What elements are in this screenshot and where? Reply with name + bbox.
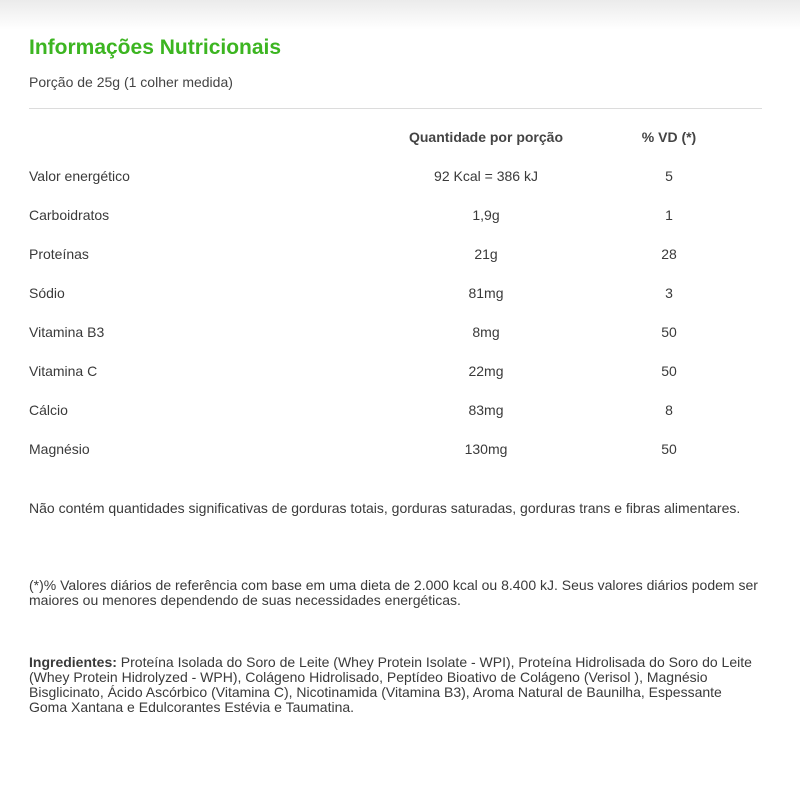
table-row (29, 202, 762, 241)
divider (29, 108, 762, 109)
nutrient-vd: 50 (661, 324, 677, 340)
nutrient-name: Vitamina B3 (29, 324, 105, 340)
nutrient-quantity: 1,9g (472, 207, 500, 223)
table-row (29, 241, 762, 280)
nutrient-quantity: 8mg (472, 324, 500, 340)
portion-info: Porção de 25g (1 colher medida) (29, 74, 233, 90)
nutrient-vd: 1 (665, 207, 673, 223)
column-header-vd: % VD (*) (641, 129, 697, 145)
no-significant-note: Não contém quantidades significativas de gorduras totais, gorduras saturadas, gorduras trans e fibras alimentares. (29, 500, 741, 516)
top-shade (0, 0, 800, 30)
table-row (29, 358, 762, 397)
daily-values-note: (*)% Valores diários de referência com base em uma dieta de 2.000 kcal ou 8.400 kJ. Seus valores diários podem ser maiores ou menores dependendo de suas necessidades energéticas. (29, 577, 758, 608)
nutrient-vd: 8 (665, 402, 673, 418)
nutrient-name: Vitamina C (29, 363, 98, 379)
ingredients-label: Ingredientes: (29, 654, 117, 670)
nutrient-quantity: 81mg (468, 285, 504, 301)
nutrient-name: Magnésio (29, 441, 90, 457)
nutrient-name: Cálcio (29, 402, 68, 418)
nutrient-quantity: 130mg (464, 441, 508, 457)
table-row (29, 397, 762, 436)
nutrient-vd: 50 (661, 363, 677, 379)
table-row (29, 319, 762, 358)
table-row (29, 280, 762, 319)
page-title: Informações Nutricionais (29, 36, 282, 59)
table-row (29, 163, 762, 202)
ingredients-section (29, 655, 759, 715)
nutrition-table (29, 124, 762, 475)
table-header-row (29, 124, 762, 163)
ingredients-text: Proteína Isolada do Soro de Leite (Whey Protein Isolate - WPI), Proteína Hidrolisada do Soro do Leite (Whey Protein Hidrolyzed - WPH), Colágeno Hidrolisado, Peptídeo Bioativo de Colágeno (Verisol ), Magnésio Bisglicinato, Ácido Ascórbico (Vitamina C), Nicotinamida (Vitamina B3), Aroma Natural de Baunilha, Espessante Goma Xantana e Edulcorantes Estévia e Taumatina. (29, 654, 752, 715)
nutrient-name: Carboidratos (29, 207, 110, 223)
nutrient-vd: 5 (665, 168, 673, 184)
nutrient-quantity: 21g (474, 246, 498, 262)
nutrient-vd: 3 (665, 285, 673, 301)
nutrient-vd: 50 (661, 441, 677, 457)
table-row (29, 436, 762, 475)
column-header-quantity: Quantidade por porção (408, 129, 563, 145)
nutrient-quantity: 92 Kcal = 386 kJ (434, 168, 538, 184)
nutrient-vd: 28 (661, 246, 677, 262)
nutrient-name: Sódio (29, 285, 65, 301)
nutrient-name: Proteínas (29, 246, 89, 262)
nutrient-quantity: 22mg (468, 363, 504, 379)
nutrient-quantity: 83mg (468, 402, 504, 418)
nutrient-name: Valor energético (29, 168, 130, 184)
